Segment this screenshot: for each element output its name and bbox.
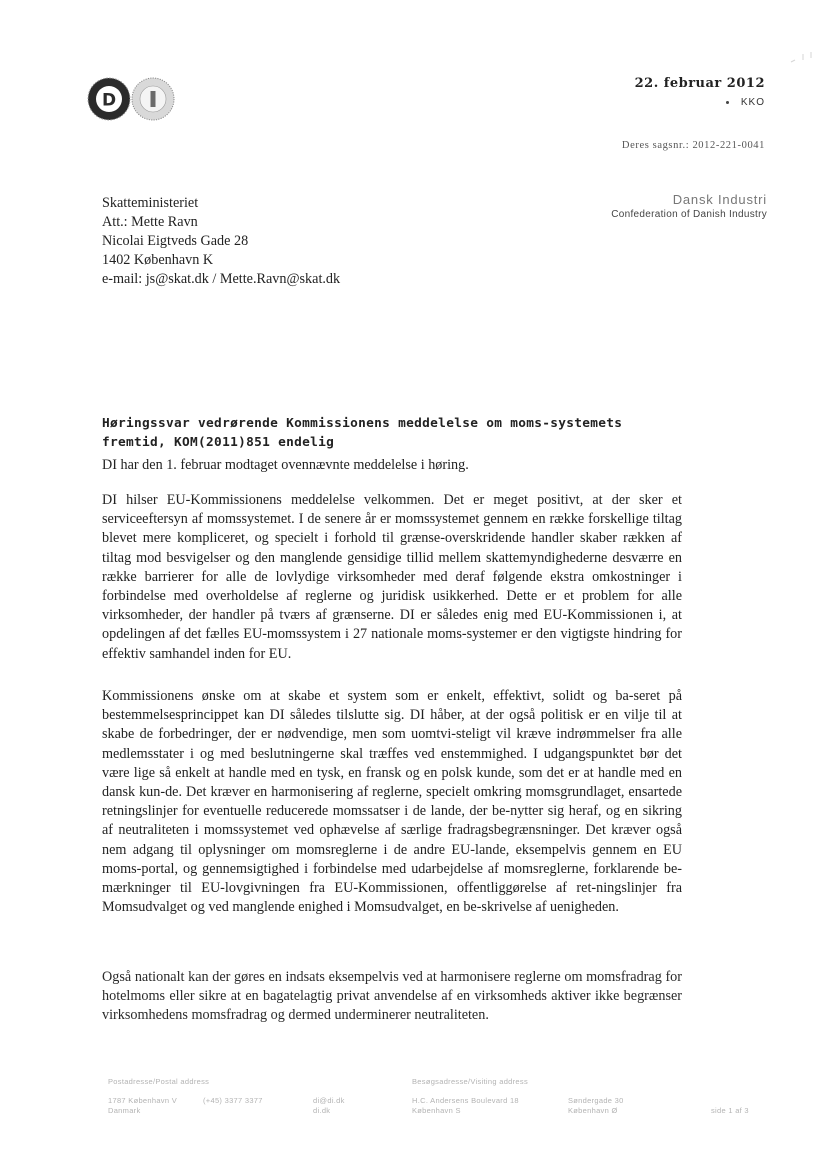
footer-line: Danmark	[108, 1106, 141, 1115]
address-line: Skatteministeriet	[102, 195, 199, 211]
footer-line: H.C. Andersens Boulevard 18	[412, 1096, 519, 1105]
address-line: e-mail: js@skat.dk / Mette.Ravn@skat.dk	[102, 271, 341, 287]
recipient-address	[102, 194, 340, 289]
body-paragraph: DI hilser EU-Kommissionens meddelelse velkommen. Det er meget positivt, at der sker et serviceeftersyn af momssystemet. I de senere år er momssystemet gennem en række forskellige tiltag blevet mere kompliceret, og specielt i forhold til grænse-overskridende handler skaber rækken af tiltag mod besvigelser og den manglende gensidige tillid mellem skattemyndighederne desværre en række barrierer for alle de lovlydige virksomheder med deraf følgende ekstra omkostninger i forbindelse med overholdelse af reglerne og juridisk usikkerhed. Dette er et problem for alle virksomheder, der handler på tværs af grænserne. DI er således enig med EU-Kommissionen i, at opdelingen af det fælles EU-momssystem i 27 nationale moms-systemer er den vigtigste hindring for effektiv samhandel inden for EU.	[102, 492, 682, 662]
logo-letter-d: D	[101, 90, 117, 111]
footer-visiting-label: Besøgsadresse/Visiting address	[412, 1077, 528, 1086]
footer-page-number: side 1 af 3	[711, 1106, 749, 1115]
address-line: 1402 København K	[102, 252, 214, 268]
address-line: Att.: Mette Ravn	[102, 214, 198, 230]
footer-visit-address-1	[412, 1096, 519, 1116]
initials-text: KKO	[740, 97, 765, 108]
brand-subtitle: Confederation of Danish Industry	[611, 209, 767, 220]
body-paragraph: Kommissionens ønske om at skabe et system som er enkelt, effektivt, solidt og ba-seret på bestemmelsesprincippet kan DI således tilslutte sig. DI håber, at der også politisk er en vilje til at skabe de forbedringer, der er nødvendige, men som uomtvi-steligt vil kræve indrømmelser fra alle medlemsstater i og med beslutningerne skal træffes ved enstemmighed. I udgangspunktet bør det være lige så enkelt at handle med en tysk, en fransk og en polsk kunde, som det er at handle med en dansk kun-de. Det kræver en harmonisering af reglerne, specielt omkring momsgrundlaget, ensartede retningslinjer for eventuelle reducerede momssatser i de lande, der be-nytter sig heraf, og en sikring af neutraliteten i momssystemet ved ophævelse af særlige fradragsbegrænsninger. Det kræver også nem adgang til oplysninger om momsreglerne i de andre EU-lande, eksempelvis gennem en EU moms-portal, og gennemsigtighed i forbindelse med udarbejdelse af momsreglerne, forklarende be-mærkninger til EU-lovgivningen fra EU-Kommissionen, offentliggørelse af ret-ningslinjer fra Momsudvalget og ved manglende enighed i Momsudvalget, en be-skrivelse af uenigheden.	[102, 688, 682, 916]
footer-line: Søndergade 30	[568, 1096, 624, 1105]
footer-web	[313, 1096, 345, 1116]
footer-phone: (+45) 3377 3377	[203, 1096, 263, 1105]
footer-line: København Ø	[568, 1106, 618, 1115]
brand-name: Dansk Industri	[672, 192, 767, 207]
footer-email[interactable]: di@di.dk	[313, 1096, 345, 1105]
letter-date: 22. februar 2012	[634, 76, 765, 91]
body-paragraph: Også nationalt kan der gøres en indsats eksempelvis ved at harmonisere reglerne om momsfradrag for hotelmoms eller sikre at en bagatelagtig privat anvendelse af en virksomheds aktiver ikke begrænser virksomhedens momsfradrag og dermed underminerer neutraliteten.	[102, 969, 682, 1024]
footer-line: København S	[412, 1106, 461, 1115]
sender-initials	[726, 97, 765, 108]
footer-postal-label: Postadresse/Postal address	[108, 1077, 210, 1086]
footer-line: 1787 København V	[108, 1096, 178, 1105]
letter-subject: Høringssvar vedrørende Kommissionens meddelelse om moms-systemets fremtid, KOM(2011)851 endelig	[102, 416, 623, 450]
di-logo	[86, 76, 178, 122]
scan-mark	[787, 48, 817, 68]
footer-website[interactable]: di.dk	[313, 1106, 331, 1115]
address-line: Nicolai Eigtveds Gade 28	[102, 233, 249, 249]
footer-visit-address-2	[568, 1096, 624, 1116]
letter-intro: DI har den 1. februar modtaget ovennævnte meddelelse i høring.	[102, 457, 469, 473]
bullet-icon	[726, 101, 729, 104]
reference-number: Deres sagsnr.: 2012-221-0041	[621, 140, 765, 151]
footer-postal-address	[108, 1096, 177, 1116]
